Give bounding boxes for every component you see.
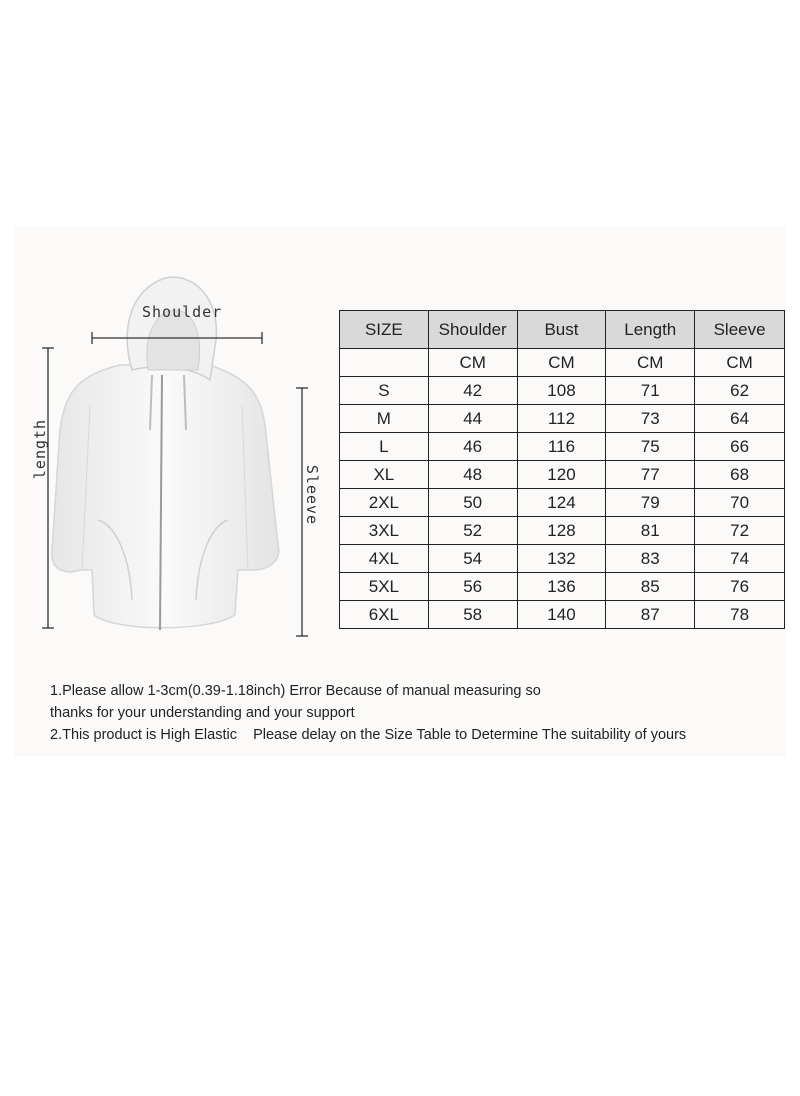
table-row	[340, 461, 785, 489]
table-cell: 75	[606, 433, 695, 461]
header-sleeve: Sleeve	[695, 311, 785, 349]
table-cell: 128	[517, 517, 606, 545]
table-cell: 66	[695, 433, 785, 461]
table-cell: 54	[428, 545, 517, 573]
size-cell: 2XL	[340, 489, 429, 517]
table-header-row	[340, 311, 785, 349]
note-line-3: 2.This product is High Elastic Please delay on the Size Table to Determine The suitability of yours	[50, 727, 687, 743]
table-cell: 72	[695, 517, 785, 545]
table-cell: 52	[428, 517, 517, 545]
size-cell: 3XL	[340, 517, 429, 545]
length-label: length	[31, 418, 50, 480]
table-cell: 140	[517, 601, 606, 629]
unit-cell	[340, 349, 429, 377]
table-cell: 48	[428, 461, 517, 489]
unit-cell: CM	[695, 349, 785, 377]
table-cell: 56	[428, 573, 517, 601]
sleeve-label: Sleeve	[303, 464, 322, 526]
table-cell: 85	[606, 573, 695, 601]
table-cell: 120	[517, 461, 606, 489]
table-cell: 136	[517, 573, 606, 601]
table-units-row	[340, 349, 785, 377]
table-cell: 46	[428, 433, 517, 461]
table-cell: 44	[428, 405, 517, 433]
unit-cell: CM	[606, 349, 695, 377]
table-cell: 124	[517, 489, 606, 517]
table-cell: 62	[695, 377, 785, 405]
table-row	[340, 601, 785, 629]
table-cell: 81	[606, 517, 695, 545]
table-row	[340, 377, 785, 405]
table-cell: 58	[428, 601, 517, 629]
table-cell: 42	[428, 377, 517, 405]
size-chart-table	[339, 310, 785, 629]
table-cell: 74	[695, 545, 785, 573]
header-size: SIZE	[340, 311, 429, 349]
table-cell: 70	[695, 489, 785, 517]
table-cell: 132	[517, 545, 606, 573]
table-cell: 83	[606, 545, 695, 573]
size-cell: 5XL	[340, 573, 429, 601]
table-cell: 112	[517, 405, 606, 433]
size-notes	[50, 680, 686, 746]
table-row	[340, 489, 785, 517]
table-cell: 87	[606, 601, 695, 629]
table-row	[340, 545, 785, 573]
table-row	[340, 573, 785, 601]
table-cell: 73	[606, 405, 695, 433]
note-line-1: 1.Please allow 1-3cm(0.39-1.18inch) Error Because of manual measuring so	[50, 683, 541, 699]
header-shoulder: Shoulder	[428, 311, 517, 349]
unit-cell: CM	[517, 349, 606, 377]
table-row	[340, 433, 785, 461]
table-cell: 71	[606, 377, 695, 405]
table-cell: 77	[606, 461, 695, 489]
size-cell: L	[340, 433, 429, 461]
shoulder-label: Shoulder	[142, 303, 223, 321]
table-cell: 64	[695, 405, 785, 433]
header-bust: Bust	[517, 311, 606, 349]
unit-cell: CM	[428, 349, 517, 377]
table-cell: 116	[517, 433, 606, 461]
size-cell: 4XL	[340, 545, 429, 573]
table-row	[340, 517, 785, 545]
size-cell: S	[340, 377, 429, 405]
table-cell: 76	[695, 573, 785, 601]
table-row	[340, 405, 785, 433]
size-cell: M	[340, 405, 429, 433]
size-cell: XL	[340, 461, 429, 489]
header-length: Length	[606, 311, 695, 349]
size-cell: 6XL	[340, 601, 429, 629]
table-cell: 78	[695, 601, 785, 629]
note-line-2: thanks for your understanding and your support	[50, 705, 355, 721]
table-cell: 68	[695, 461, 785, 489]
table-cell: 79	[606, 489, 695, 517]
table-cell: 108	[517, 377, 606, 405]
table-cell: 50	[428, 489, 517, 517]
